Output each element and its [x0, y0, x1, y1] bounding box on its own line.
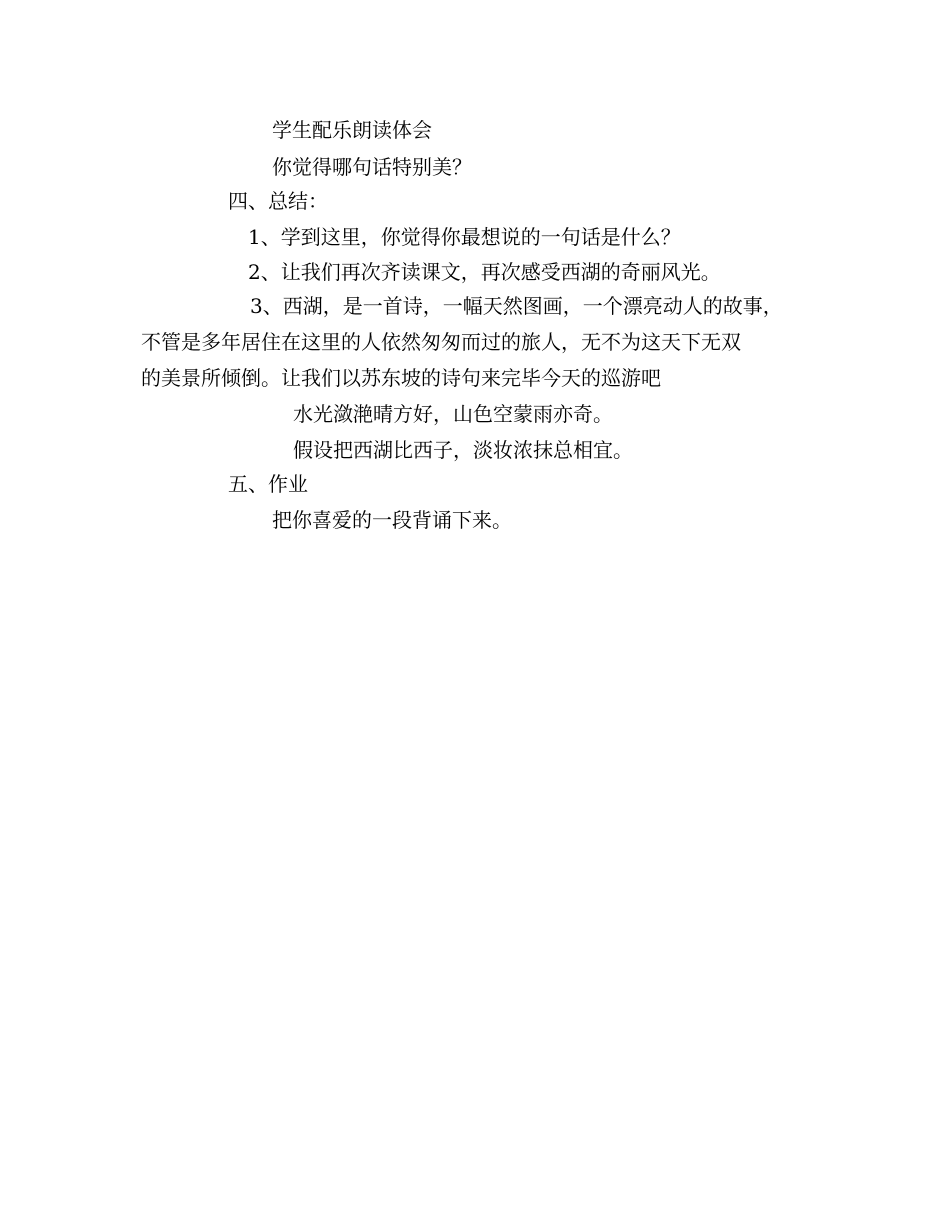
paragraph-question: 你觉得哪句话特别美？	[272, 155, 472, 179]
summary-item-2: 2、让我们再次齐读课文，再次感受西湖的奇丽风光。	[248, 260, 721, 284]
paragraph-reading-activity: 学生配乐朗读体会	[272, 118, 432, 142]
poem-line-2: 假设把西湖比西子，淡妆浓抹总相宜。	[293, 438, 633, 462]
summary-item-3-line-2: 不管是多年居住在这里的人依然匆匆而过的旅人，无不为这天下无双	[141, 330, 741, 354]
summary-item-3-line-3: 的美景所倾倒。让我们以苏东坡的诗句来完毕今天的巡游吧	[141, 366, 661, 390]
poem-line-1: 水光潋滟晴方好，山色空蒙雨亦奇。	[293, 402, 613, 426]
summary-item-1: 1、学到这里，你觉得你最想说的一句话是什么？	[248, 225, 681, 249]
section-heading-summary: 四、总结：	[228, 189, 328, 213]
summary-item-3-line-1: 3、西湖，是一首诗，一幅天然图画，一个漂亮动人的故事，	[250, 294, 783, 318]
homework-instruction: 把你喜爱的一段背诵下来。	[272, 508, 512, 532]
section-heading-homework: 五、作业	[228, 472, 308, 496]
